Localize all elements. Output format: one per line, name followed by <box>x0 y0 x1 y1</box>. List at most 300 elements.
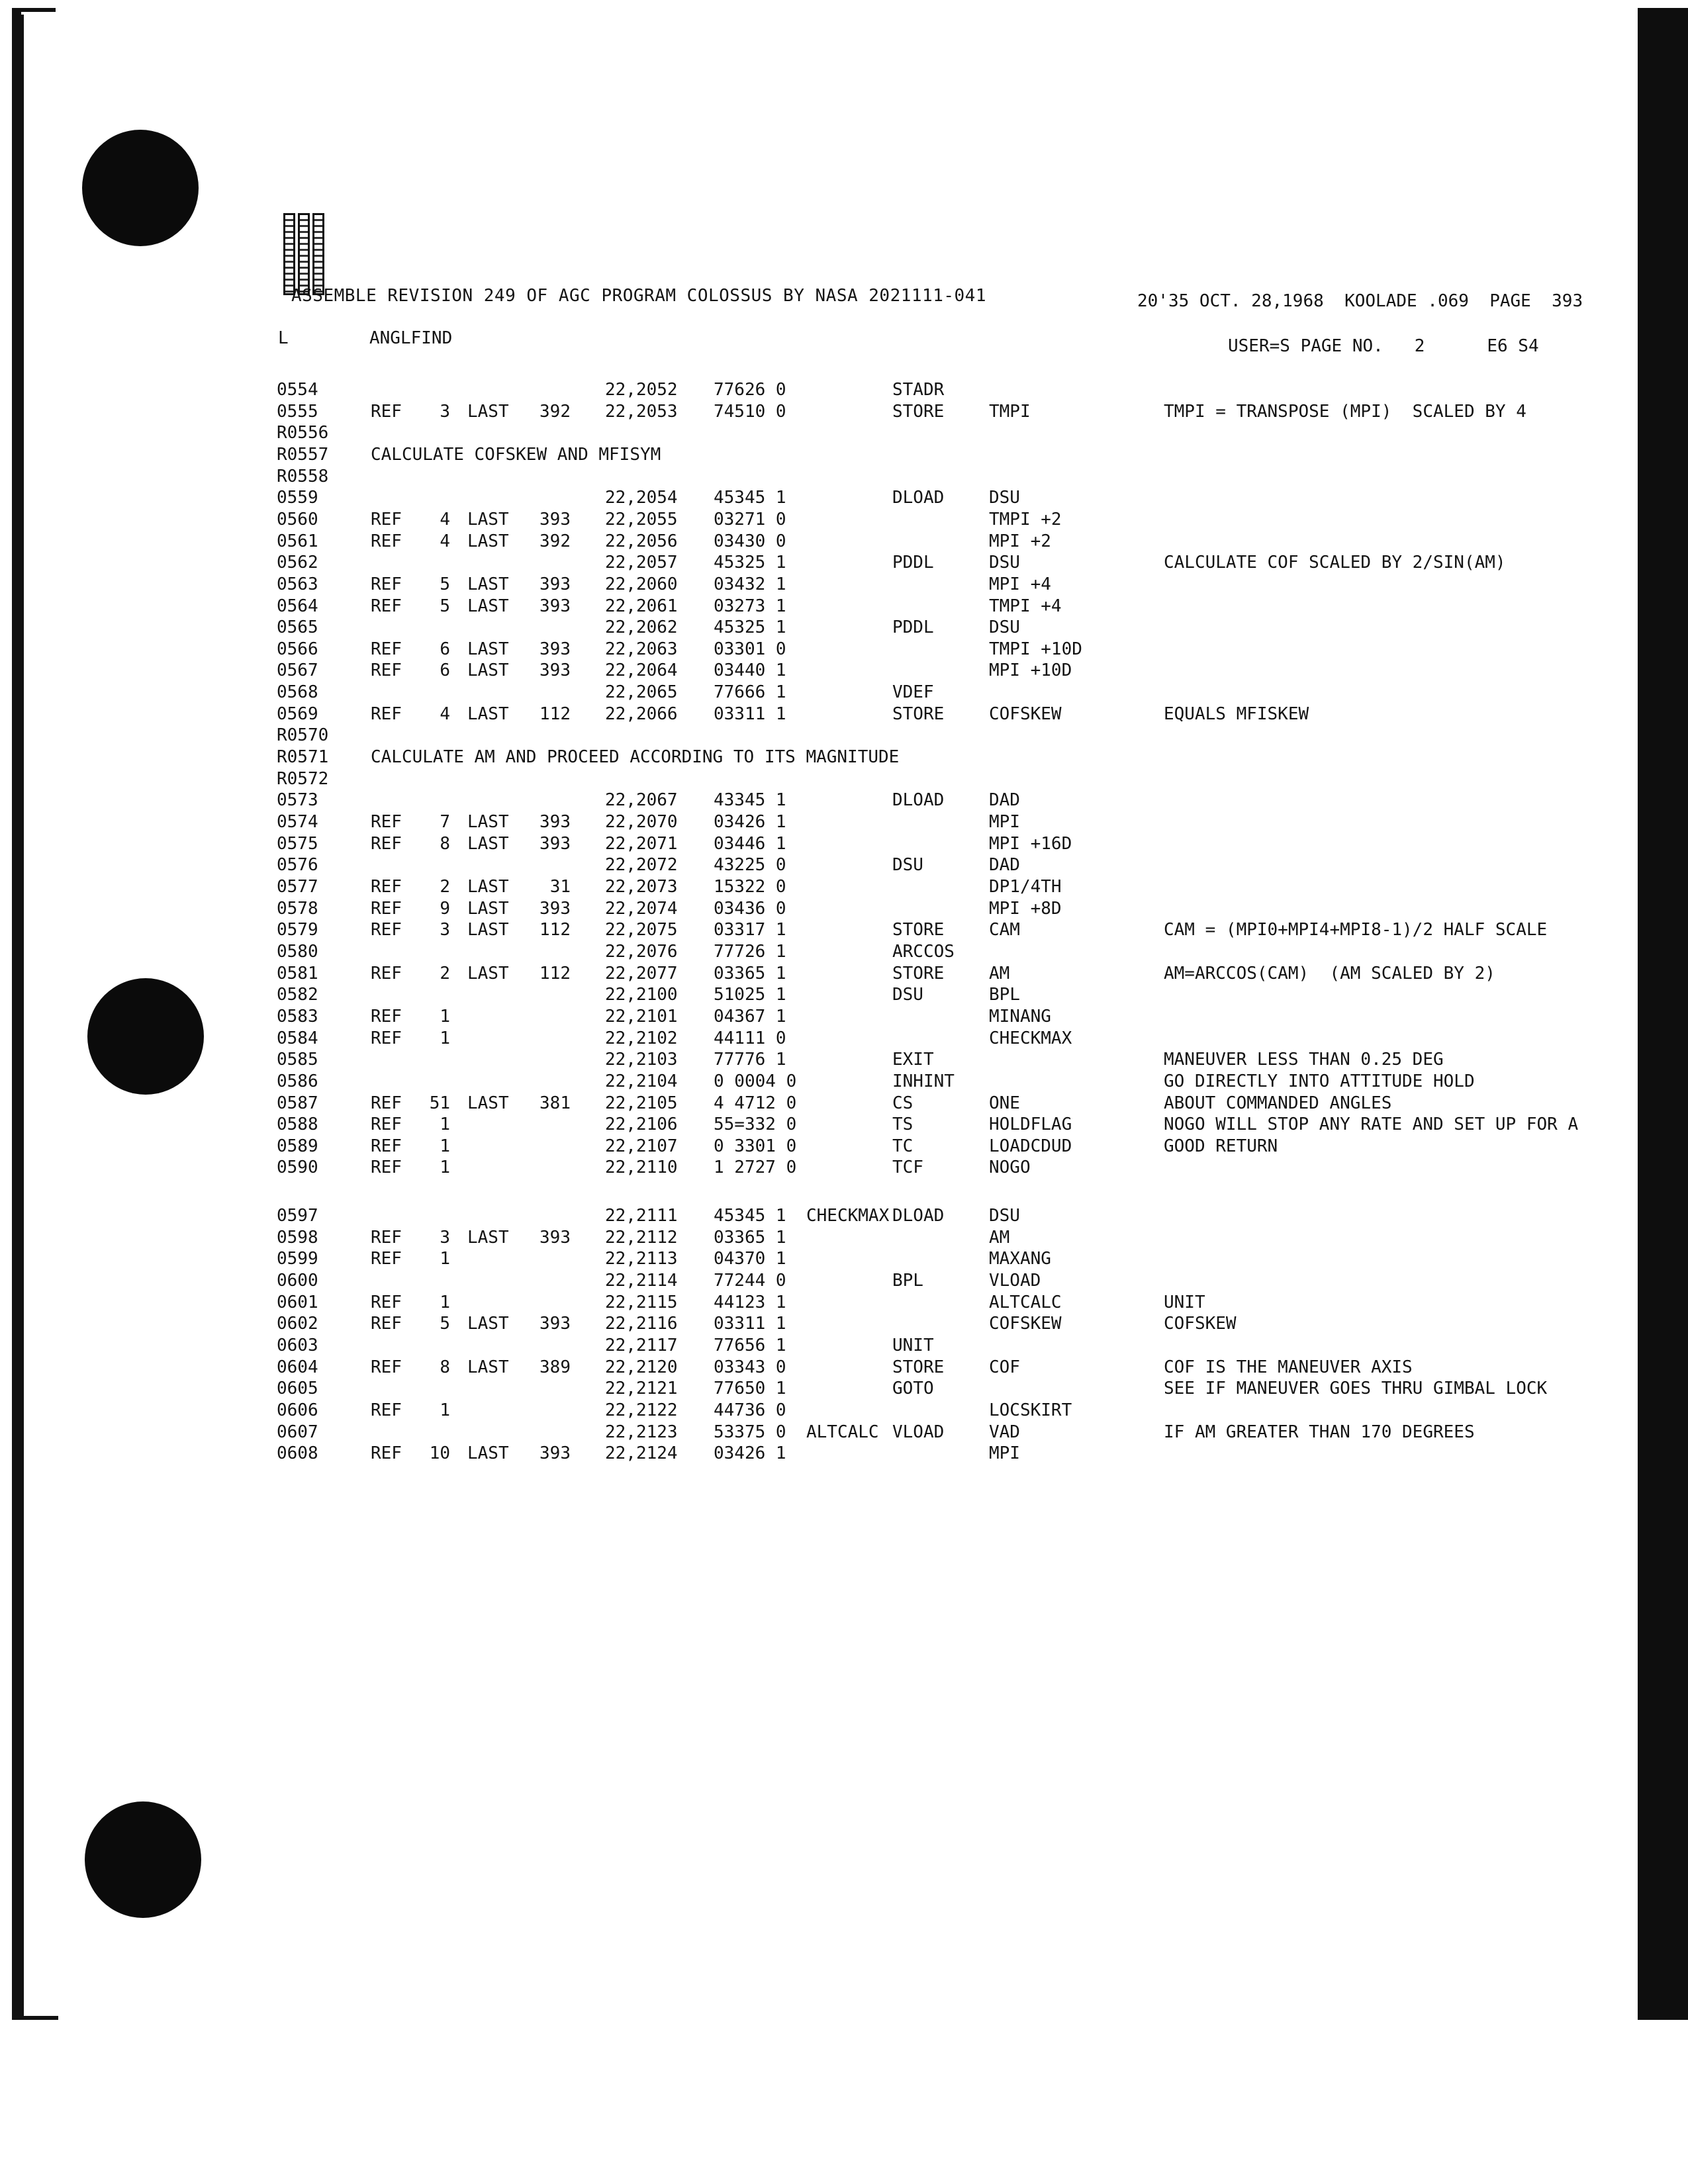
last-page: 393 <box>539 833 571 854</box>
octal-word: 04367 1 <box>714 1006 786 1026</box>
operand: MPI +2 <box>989 531 1051 551</box>
ref-count: 7 <box>440 812 450 832</box>
last-label: LAST <box>467 920 509 940</box>
address: 22,2063 <box>605 639 678 659</box>
line-number: 0564 <box>277 596 318 616</box>
octal-word: 4 4712 0 <box>714 1093 797 1113</box>
octal-word: 1 2727 0 <box>714 1158 797 1178</box>
line-number: 0576 <box>277 855 318 876</box>
last-label: LAST <box>467 596 509 616</box>
address: 22,2114 <box>605 1271 678 1291</box>
address: 22,2077 <box>605 963 678 983</box>
octal-word: 03430 0 <box>714 531 786 551</box>
comment: EQUALS MFISKEW <box>1164 704 1309 724</box>
ref-count: 1 <box>440 1249 450 1269</box>
address: 22,2110 <box>605 1158 678 1178</box>
address: 22,2062 <box>605 617 678 638</box>
opcode: INHINT <box>892 1071 955 1091</box>
ref-count: 1 <box>440 1136 450 1156</box>
opcode: DSU <box>892 855 923 876</box>
opcode: PDDL <box>892 617 934 638</box>
listing-header: ASSEMBLE REVISION 249 OF AGC PROGRAM COLOSSUS BY NASA 2021111-041 <box>291 286 986 306</box>
ref-label: REF <box>371 401 402 422</box>
ref-count: 4 <box>440 704 450 724</box>
address: 22,2074 <box>605 898 678 919</box>
ref-label: REF <box>371 1115 402 1135</box>
operand: CAM <box>989 920 1020 940</box>
line-number: 0605 <box>277 1379 318 1399</box>
octal-word: 45325 1 <box>714 617 786 638</box>
last-page: 393 <box>539 509 571 529</box>
line-number: 0555 <box>277 401 318 422</box>
ref-label: REF <box>371 1028 402 1048</box>
binder-corner-bottom <box>21 2016 58 2020</box>
line-number: 0590 <box>277 1158 318 1178</box>
line-number: R0572 <box>277 768 329 789</box>
ref-label: REF <box>371 1400 402 1420</box>
octal-word: 43225 0 <box>714 855 786 876</box>
operand: TMPI +2 <box>989 509 1062 529</box>
comment: AM=ARCCOS(CAM) (AM SCALED BY 2) <box>1164 963 1495 983</box>
operand: MPI +8D <box>989 898 1062 919</box>
address: 22,2052 <box>605 380 678 400</box>
line-number: 0568 <box>277 682 318 703</box>
address: 22,2113 <box>605 1249 678 1269</box>
last-page: 393 <box>539 898 571 919</box>
last-page: 393 <box>539 574 571 594</box>
ref-count: 1 <box>440 1158 450 1178</box>
listing-header-date: 20'35 OCT. 28,1968 KOOLADE .069 PAGE 393 <box>1137 291 1583 311</box>
line-number: 0554 <box>277 380 318 400</box>
line-number: 0602 <box>277 1314 318 1334</box>
line-number: 0599 <box>277 1249 318 1269</box>
operand: TMPI +10D <box>989 639 1082 659</box>
line-number: 0559 <box>277 488 318 508</box>
last-label: LAST <box>467 833 509 854</box>
ref-count: 6 <box>440 660 450 681</box>
octal-word: 55=332 0 <box>714 1115 797 1135</box>
line-number: 0598 <box>277 1227 318 1248</box>
opcode: STORE <box>892 963 945 983</box>
operand: COF <box>989 1357 1020 1377</box>
address: 22,2121 <box>605 1379 678 1399</box>
ref-label: REF <box>371 1136 402 1156</box>
line-number: 0585 <box>277 1050 318 1070</box>
ref-label: REF <box>371 833 402 854</box>
line-number: 0600 <box>277 1271 318 1291</box>
address: 22,2064 <box>605 660 678 681</box>
ref-label: REF <box>371 1443 402 1464</box>
last-page: 393 <box>539 639 571 659</box>
last-label: LAST <box>467 704 509 724</box>
punch-hole-bottom <box>85 1801 201 1918</box>
opcode: DLOAD <box>892 488 945 508</box>
address: 22,2066 <box>605 704 678 724</box>
ref-label: REF <box>371 660 402 681</box>
address: 22,2100 <box>605 985 678 1005</box>
line-number: 0603 <box>277 1336 318 1355</box>
address: 22,2111 <box>605 1206 678 1226</box>
operand: LOADCDUD <box>989 1136 1072 1156</box>
octal-word: 77656 1 <box>714 1336 786 1355</box>
comment: IF AM GREATER THAN 170 DEGREES <box>1164 1422 1475 1442</box>
octal-word: 0 0004 0 <box>714 1071 797 1091</box>
address: 22,2103 <box>605 1050 678 1070</box>
ref-count: 5 <box>440 1314 450 1334</box>
address: 22,2104 <box>605 1071 678 1091</box>
line-number: 0566 <box>277 639 318 659</box>
last-label: LAST <box>467 509 509 529</box>
last-page: 112 <box>539 920 571 940</box>
line-number: 0562 <box>277 553 318 573</box>
operand: DSU <box>989 488 1020 508</box>
comment: COFSKEW <box>1164 1314 1237 1334</box>
address: 22,2116 <box>605 1314 678 1334</box>
address: 22,2055 <box>605 509 678 529</box>
last-label: LAST <box>467 898 509 919</box>
operand: NOGO <box>989 1158 1031 1178</box>
octal-word: 77726 1 <box>714 941 786 962</box>
octal-word: 44123 1 <box>714 1292 786 1312</box>
operand: COFSKEW <box>989 1314 1062 1334</box>
statement-label: ALTCALC <box>806 1422 879 1442</box>
last-label: LAST <box>467 660 509 681</box>
binder-edge-left-inner <box>21 15 24 2020</box>
line-number: 0584 <box>277 1028 318 1048</box>
last-page: 392 <box>539 401 571 422</box>
address: 22,2124 <box>605 1443 678 1464</box>
line-number: 0574 <box>277 812 318 832</box>
section-comment: CALCULATE AM AND PROCEED ACCORDING TO ITS MAGNITUDE <box>371 747 900 767</box>
opcode: GOTO <box>892 1379 934 1399</box>
operand: DSU <box>989 1206 1020 1226</box>
operand: DSU <box>989 617 1020 638</box>
ref-count: 3 <box>440 401 450 422</box>
operand: TMPI +4 <box>989 596 1062 616</box>
line-number: 0587 <box>277 1093 318 1113</box>
operand: DP1/4TH <box>989 877 1062 897</box>
octal-word: 03273 1 <box>714 596 786 616</box>
address: 22,2057 <box>605 553 678 573</box>
line-number: 0577 <box>277 877 318 897</box>
section-marker: L <box>278 328 289 348</box>
opcode: EXIT <box>892 1050 934 1070</box>
address: 22,2101 <box>605 1006 678 1026</box>
ref-count: 3 <box>440 920 450 940</box>
scan-edge-right <box>1638 8 1688 2020</box>
octal-word: 03365 1 <box>714 963 786 983</box>
last-page: 31 <box>549 877 571 897</box>
address: 22,2076 <box>605 941 678 962</box>
ref-label: REF <box>371 574 402 594</box>
operand: MPI +16D <box>989 833 1072 854</box>
opcode: ARCCOS <box>892 941 955 962</box>
ref-label: REF <box>371 531 402 551</box>
address: 22,2067 <box>605 790 678 811</box>
address: 22,2065 <box>605 682 678 703</box>
address: 22,2054 <box>605 488 678 508</box>
ref-label: REF <box>371 1006 402 1026</box>
opcode: TC <box>892 1136 914 1156</box>
ref-label: REF <box>371 898 402 919</box>
ref-count: 1 <box>440 1292 450 1312</box>
line-number: 0561 <box>277 531 318 551</box>
line-number: 0604 <box>277 1357 318 1377</box>
ref-count: 1 <box>440 1400 450 1420</box>
last-page: 393 <box>539 660 571 681</box>
address: 22,2117 <box>605 1336 678 1355</box>
octal-word: 03311 1 <box>714 1314 786 1334</box>
ref-count: 4 <box>440 509 450 529</box>
ref-count: 1 <box>440 1006 450 1026</box>
comment: NOGO WILL STOP ANY RATE AND SET UP FOR A <box>1164 1115 1579 1135</box>
last-label: LAST <box>467 1227 509 1248</box>
line-number: 0560 <box>277 509 318 529</box>
last-page: 393 <box>539 1227 571 1248</box>
octal-word: 77626 0 <box>714 380 786 400</box>
last-page: 112 <box>539 704 571 724</box>
operand: DSU <box>989 553 1020 573</box>
line-number: 0583 <box>277 1006 318 1026</box>
opcode: DLOAD <box>892 790 945 811</box>
operand: VLOAD <box>989 1271 1041 1291</box>
opcode: PDDL <box>892 553 934 573</box>
ref-count: 8 <box>440 1357 450 1377</box>
address: 22,2106 <box>605 1115 678 1135</box>
ref-label: REF <box>371 639 402 659</box>
address: 22,2115 <box>605 1292 678 1312</box>
last-page: 381 <box>539 1093 571 1113</box>
octal-word: 03343 0 <box>714 1357 786 1377</box>
operand: BPL <box>989 985 1020 1005</box>
operand: MPI <box>989 812 1020 832</box>
opcode: TCF <box>892 1158 923 1178</box>
line-number: 0569 <box>277 704 318 724</box>
octal-word: 03311 1 <box>714 704 786 724</box>
address: 22,2060 <box>605 574 678 594</box>
ref-count: 2 <box>440 963 450 983</box>
octal-word: 04370 1 <box>714 1249 786 1269</box>
octal-word: 77244 0 <box>714 1271 786 1291</box>
comment: MANEUVER LESS THAN 0.25 DEG <box>1164 1050 1444 1070</box>
line-number: 0608 <box>277 1443 318 1464</box>
operand: VAD <box>989 1422 1020 1442</box>
line-number: 0606 <box>277 1400 318 1420</box>
ref-count: 2 <box>440 877 450 897</box>
operand: CHECKMAX <box>989 1028 1072 1048</box>
octal-word: 03301 0 <box>714 639 786 659</box>
opcode: UNIT <box>892 1336 934 1355</box>
line-number: 0589 <box>277 1136 318 1156</box>
address: 22,2075 <box>605 920 678 940</box>
opcode: VDEF <box>892 682 934 703</box>
comment: TMPI = TRANSPOSE (MPI) SCALED BY 4 <box>1164 401 1526 422</box>
opcode: STORE <box>892 1357 945 1377</box>
ref-count: 5 <box>440 596 450 616</box>
ref-count: 51 <box>429 1093 450 1113</box>
comment: UNIT <box>1164 1292 1205 1312</box>
line-number: 0567 <box>277 660 318 681</box>
octal-word: 45345 1 <box>714 1206 786 1226</box>
last-page: 112 <box>539 963 571 983</box>
routine-name: ANGLFIND <box>369 328 453 348</box>
octal-word: 43345 1 <box>714 790 786 811</box>
operand: TMPI <box>989 401 1031 422</box>
address: 22,2073 <box>605 877 678 897</box>
address: 22,2112 <box>605 1227 678 1248</box>
last-label: LAST <box>467 1314 509 1334</box>
ref-label: REF <box>371 1314 402 1334</box>
octal-word: 03436 0 <box>714 898 786 919</box>
address: 22,2061 <box>605 596 678 616</box>
octal-word: 77776 1 <box>714 1050 786 1070</box>
ref-count: 9 <box>440 898 450 919</box>
opcode: VLOAD <box>892 1422 945 1442</box>
ref-label: REF <box>371 877 402 897</box>
user-page-number: USER=S PAGE NO. 2 E6 S4 <box>1228 336 1539 356</box>
octal-word: 03446 1 <box>714 833 786 854</box>
last-label: LAST <box>467 1357 509 1377</box>
printer-logo-icon <box>283 213 330 293</box>
address: 22,2105 <box>605 1093 678 1113</box>
address: 22,2102 <box>605 1028 678 1048</box>
ref-label: REF <box>371 596 402 616</box>
page-margin-bottom <box>0 2025 1688 2184</box>
line-number: 0586 <box>277 1071 318 1091</box>
operand: DAD <box>989 790 1020 811</box>
ref-count: 5 <box>440 574 450 594</box>
octal-word: 03426 1 <box>714 812 786 832</box>
line-number: 0578 <box>277 898 318 919</box>
comment: COF IS THE MANEUVER AXIS <box>1164 1357 1413 1377</box>
ref-label: REF <box>371 1158 402 1178</box>
comment: CAM = (MPI0+MPI4+MPI8-1)/2 HALF SCALE <box>1164 920 1548 940</box>
octal-word: 0 3301 0 <box>714 1136 797 1156</box>
ref-count: 6 <box>440 639 450 659</box>
address: 22,2122 <box>605 1400 678 1420</box>
line-number: R0558 <box>277 466 329 486</box>
line-number: 0601 <box>277 1292 318 1312</box>
octal-word: 77666 1 <box>714 682 786 703</box>
last-label: LAST <box>467 1443 509 1464</box>
address: 22,2071 <box>605 833 678 854</box>
last-page: 393 <box>539 1443 571 1464</box>
line-number: 0582 <box>277 985 318 1005</box>
opcode: TS <box>892 1115 914 1135</box>
opcode: BPL <box>892 1271 923 1291</box>
octal-word: 44736 0 <box>714 1400 786 1420</box>
binder-edge-left <box>12 8 21 2020</box>
comment: GO DIRECTLY INTO ATTITUDE HOLD <box>1164 1071 1475 1091</box>
line-number: 0581 <box>277 963 318 983</box>
ref-count: 10 <box>429 1443 450 1464</box>
operand: LOCSKIRT <box>989 1400 1072 1420</box>
ref-label: REF <box>371 1249 402 1269</box>
last-page: 393 <box>539 1314 571 1334</box>
address: 22,2120 <box>605 1357 678 1377</box>
operand: MPI +4 <box>989 574 1051 594</box>
comment: ABOUT COMMANDED ANGLES <box>1164 1093 1392 1113</box>
last-label: LAST <box>467 531 509 551</box>
octal-word: 03432 1 <box>714 574 786 594</box>
punch-hole-middle <box>87 978 204 1095</box>
opcode: DLOAD <box>892 1206 945 1226</box>
operand: MAXANG <box>989 1249 1051 1269</box>
last-page: 393 <box>539 596 571 616</box>
octal-word: 77650 1 <box>714 1379 786 1399</box>
line-number: R0570 <box>277 725 329 746</box>
octal-word: 45345 1 <box>714 488 786 508</box>
ref-count: 3 <box>440 1227 450 1248</box>
section-comment: CALCULATE COFSKEW AND MFISYM <box>371 444 661 465</box>
ref-label: REF <box>371 963 402 983</box>
line-number: 0565 <box>277 617 318 638</box>
operand: MPI <box>989 1443 1020 1464</box>
ref-count: 1 <box>440 1028 450 1048</box>
operand: MPI +10D <box>989 660 1072 681</box>
opcode: STORE <box>892 401 945 422</box>
line-number: 0588 <box>277 1115 318 1135</box>
address: 22,2123 <box>605 1422 678 1442</box>
operand: ONE <box>989 1093 1020 1113</box>
line-number: 0579 <box>277 920 318 940</box>
last-label: LAST <box>467 401 509 422</box>
line-number: R0571 <box>277 747 329 767</box>
ref-label: REF <box>371 1227 402 1248</box>
opcode: STADR <box>892 380 945 400</box>
octal-word: 45325 1 <box>714 553 786 573</box>
line-number: R0556 <box>277 423 329 443</box>
address: 22,2070 <box>605 812 678 832</box>
last-page: 392 <box>539 531 571 551</box>
opcode: STORE <box>892 920 945 940</box>
last-label: LAST <box>467 877 509 897</box>
operand: AM <box>989 1227 1010 1248</box>
octal-word: 03440 1 <box>714 660 786 681</box>
opcode: DSU <box>892 985 923 1005</box>
binder-corner-top <box>21 8 56 12</box>
ref-label: REF <box>371 920 402 940</box>
octal-word: 03365 1 <box>714 1227 786 1248</box>
octal-word: 53375 0 <box>714 1422 786 1442</box>
address: 22,2053 <box>605 401 678 422</box>
line-number: 0575 <box>277 833 318 854</box>
last-page: 393 <box>539 812 571 832</box>
line-number: 0607 <box>277 1422 318 1442</box>
operand: HOLDFLAG <box>989 1115 1072 1135</box>
address: 22,2107 <box>605 1136 678 1156</box>
line-number: 0580 <box>277 941 318 962</box>
octal-word: 74510 0 <box>714 401 786 422</box>
ref-count: 8 <box>440 833 450 854</box>
octal-word: 03317 1 <box>714 920 786 940</box>
operand: MINANG <box>989 1006 1051 1026</box>
octal-word: 15322 0 <box>714 877 786 897</box>
ref-count: 4 <box>440 531 450 551</box>
last-label: LAST <box>467 1093 509 1113</box>
ref-label: REF <box>371 1357 402 1377</box>
octal-word: 51025 1 <box>714 985 786 1005</box>
ref-label: REF <box>371 509 402 529</box>
punch-hole-top <box>82 130 199 246</box>
ref-label: REF <box>371 1093 402 1113</box>
address: 22,2072 <box>605 855 678 876</box>
operand: COFSKEW <box>989 704 1062 724</box>
line-number: 0597 <box>277 1206 318 1226</box>
opcode: CS <box>892 1093 914 1113</box>
ref-label: REF <box>371 812 402 832</box>
operand: AM <box>989 963 1010 983</box>
